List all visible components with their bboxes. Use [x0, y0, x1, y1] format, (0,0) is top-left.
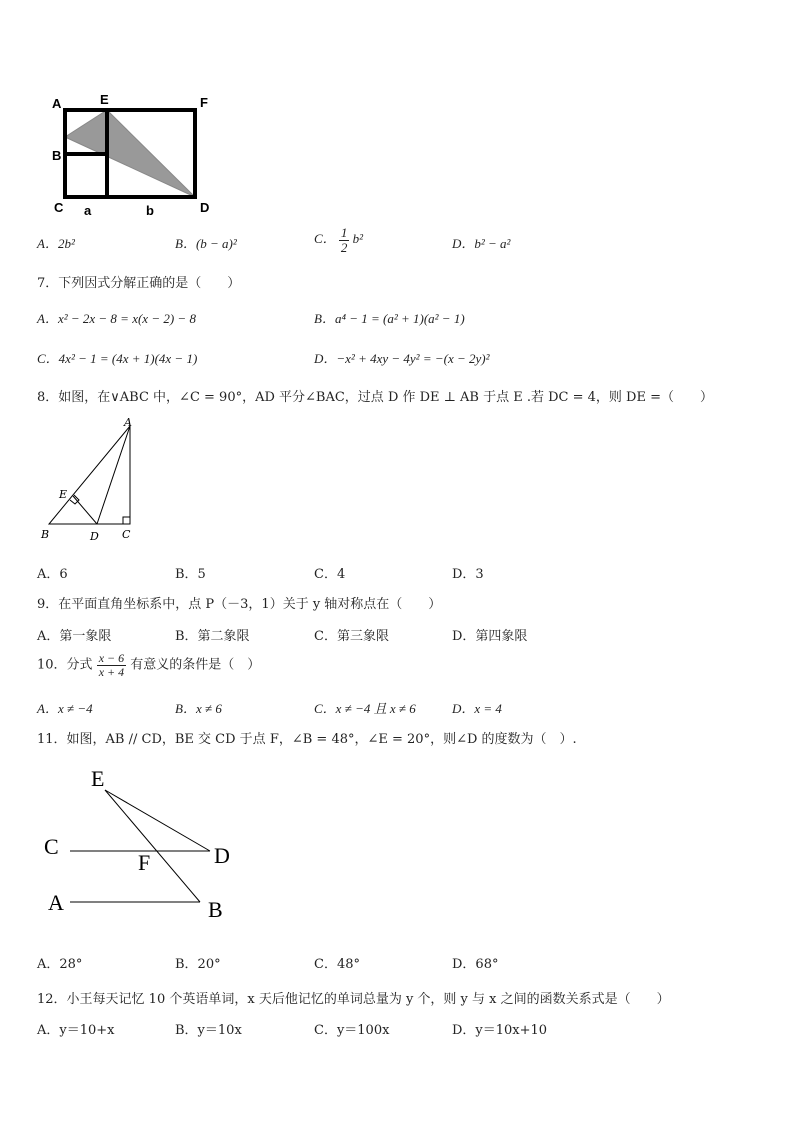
fig1-label-f: F — [200, 95, 208, 110]
q7-option-c[interactable]: C．4x² − 1 = (4x + 1)(4x − 1) — [37, 351, 198, 366]
figure-rectangle-triangle — [40, 92, 280, 222]
q10-prefix: 10．分式 — [37, 657, 93, 673]
fig3-label-a: A — [48, 890, 64, 915]
fig1-label-c: C — [54, 200, 64, 215]
q6-c-prefix: C． — [314, 231, 336, 247]
fig1-label-d: D — [200, 200, 210, 215]
q6-c-num: 1 — [340, 225, 348, 240]
fig1-label-b-small: b — [146, 203, 154, 218]
q6-c-suffix: b² — [352, 231, 364, 247]
q11-option-a[interactable]: A．28° — [37, 957, 83, 972]
fig2-label-c: C — [122, 528, 131, 541]
fig1-label-a-small: a — [84, 203, 92, 218]
q10-fraction — [97, 652, 126, 678]
q10-option-b[interactable]: B．x ≠ 6 — [175, 701, 222, 716]
segment-eb — [105, 790, 200, 902]
q7-stem: 7．下列因式分解正确的是（ ） — [37, 276, 241, 291]
q6-c-fraction — [339, 226, 350, 254]
q12-option-c[interactable]: C．y＝100x — [314, 1023, 390, 1038]
q11-option-b[interactable]: B．20° — [175, 957, 221, 972]
q12-option-b[interactable]: B．y＝10x — [175, 1023, 242, 1038]
q9-stem: 9．在平面直角坐标系中，点 P（－3，1）关于 y 轴对称点在（ ） — [37, 597, 442, 612]
figure-right-triangle — [36, 418, 156, 548]
q9-option-b[interactable]: B．第二象限 — [175, 629, 250, 644]
q9-option-c[interactable]: C．第三象限 — [314, 629, 389, 644]
q10-option-a[interactable]: A．x ≠ −4 — [37, 701, 93, 716]
q11-option-c[interactable]: C．48° — [314, 957, 360, 972]
q7-option-b[interactable]: B．a⁴ − 1 = (a² + 1)(a² − 1) — [314, 311, 465, 326]
fig2-label-e: E — [59, 488, 68, 501]
q12-option-d[interactable]: D．y＝10x+10 — [452, 1023, 548, 1038]
fig2-label-d: D — [90, 530, 99, 543]
q10-den: x + 4 — [98, 664, 125, 679]
right-angle-c — [123, 517, 130, 524]
q10-num: x − 6 — [98, 651, 125, 665]
segment-ad — [97, 426, 130, 524]
q6-option-c[interactable] — [314, 226, 363, 254]
fig2-label-b: B — [41, 528, 50, 541]
q6-option-a[interactable]: A．2b² — [37, 236, 75, 251]
fig1-label-b: B — [52, 148, 62, 163]
q8-option-b[interactable]: B．5 — [175, 567, 206, 582]
fig3-label-c: C — [44, 834, 59, 859]
fig3-label-b: B — [208, 897, 223, 922]
fig2-label-a: A — [124, 416, 132, 429]
q7-option-d[interactable]: D．−x² + 4xy − 4y² = −(x − 2y)² — [314, 351, 490, 366]
q8-option-d[interactable]: D．3 — [452, 567, 484, 582]
fig3-label-e: E — [91, 766, 105, 791]
q7-option-a[interactable]: A．x² − 2x − 8 = x(x − 2) − 8 — [37, 311, 196, 326]
q12-option-a[interactable]: A．y＝10+x — [37, 1023, 115, 1038]
q8-stem: 8．如图，在∨ABC 中，∠C = 90°，AD 平分∠BAC，过点 D 作 DE ⊥ AB 于点 E .若 DC = 4，则 DE =（ ） — [37, 390, 713, 405]
triangle-abc — [49, 426, 130, 524]
q10-option-c[interactable]: C．x ≠ −4 且 x ≠ 6 — [314, 701, 416, 716]
q10-option-d[interactable]: D．x = 4 — [452, 701, 502, 716]
q10-stem — [37, 652, 260, 678]
fig1-label-a: A — [52, 96, 62, 111]
q11-stem: 11．如图，AB // CD，BE 交 CD 于点 F，∠B = 48°，∠E = 20°，则∠D 的度数为（ ）. — [37, 732, 577, 747]
q11-option-d[interactable]: D．68° — [452, 957, 499, 972]
q10-suffix: 有意义的条件是（ ） — [130, 657, 261, 673]
q9-option-d[interactable]: D．第四象限 — [452, 629, 528, 644]
segment-de — [73, 496, 97, 524]
q6-option-d[interactable]: D．b² − a² — [452, 236, 511, 251]
figure-parallel-lines — [40, 760, 260, 930]
fig1-label-e: E — [100, 92, 109, 107]
segment-ed — [105, 790, 210, 851]
q9-option-a[interactable]: A．第一象限 — [37, 629, 112, 644]
q8-option-c[interactable]: C．4 — [314, 567, 346, 582]
fig3-label-f: F — [138, 850, 151, 875]
q6-option-b[interactable]: B．(b − a)² — [175, 236, 237, 251]
q6-c-den: 2 — [340, 239, 348, 255]
q8-option-a[interactable]: A．6 — [37, 567, 68, 582]
fig3-label-d: D — [214, 843, 230, 868]
q12-stem: 12．小王每天记忆 10 个英语单词，x 天后他记忆的单词总量为 y 个，则 y 与 x 之间的函数关系式是（ ） — [37, 992, 670, 1007]
